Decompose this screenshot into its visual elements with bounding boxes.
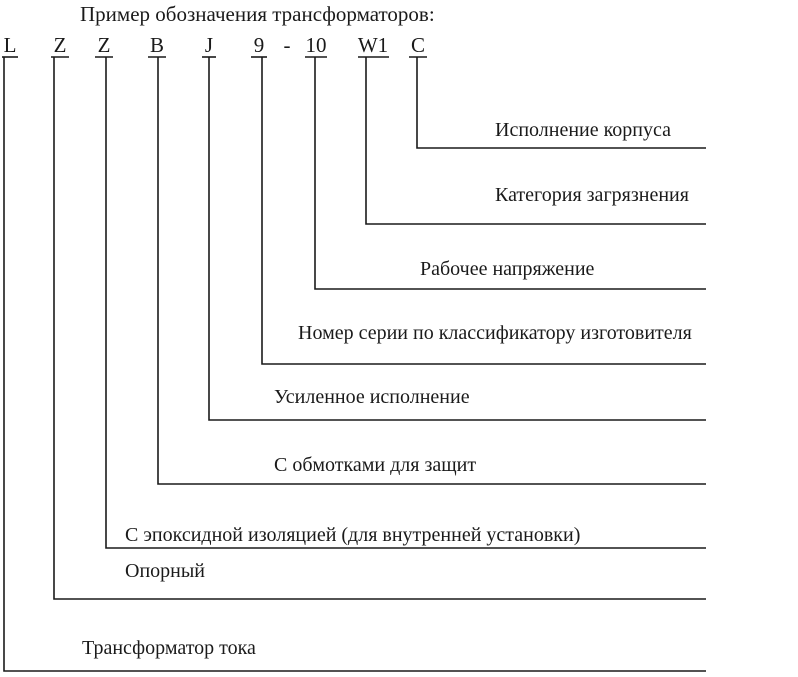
label-epoxy-insulation: С эпоксидной изоляцией (для внутренней установки) xyxy=(125,524,581,546)
leader-9 xyxy=(262,57,706,364)
labels xyxy=(82,119,692,659)
code-char-J: J xyxy=(204,33,214,57)
code-char-B: B xyxy=(149,33,165,57)
code-char-Z1: Z xyxy=(53,33,67,57)
label-support-type: Опорный xyxy=(125,560,205,582)
code-dash: - xyxy=(283,33,291,57)
diagram-title: Пример обозначения трансформаторов: xyxy=(80,2,435,26)
leader-10 xyxy=(315,57,706,289)
label-current-transformer: Трансформатор тока xyxy=(82,637,256,659)
label-operating-voltage: Рабочее напряжение xyxy=(420,258,595,280)
code-char-W1: W1 xyxy=(357,33,389,57)
label-protection-windings: С обмотками для защит xyxy=(274,454,477,476)
code-char-9: 9 xyxy=(253,33,265,57)
code-row xyxy=(4,33,425,57)
code-char-Z2: Z xyxy=(97,33,111,57)
label-series-number: Номер серии по классификатору изготовителя xyxy=(298,322,692,344)
leader-lines xyxy=(4,57,706,671)
label-reinforced-design: Усиленное исполнение xyxy=(274,386,470,408)
code-char-C: C xyxy=(410,33,426,57)
label-case-design: Исполнение корпуса xyxy=(495,119,672,141)
code-char-10: 10 xyxy=(305,33,327,57)
label-pollution-category: Категория загрязнения xyxy=(495,184,689,206)
code-char-L: L xyxy=(3,33,17,57)
leader-J xyxy=(209,57,706,420)
